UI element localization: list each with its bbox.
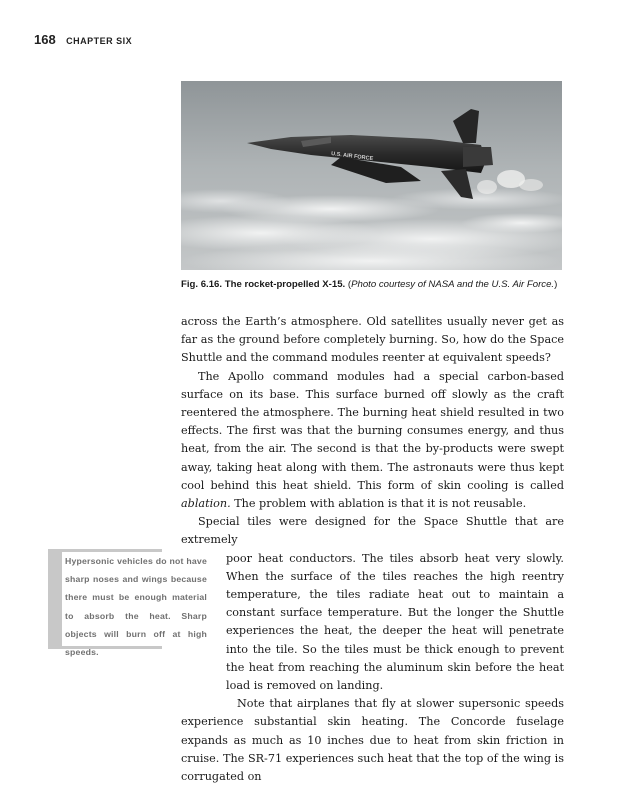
caption-credit: Photo courtesy of NASA and the U.S. Air Force. [351,279,555,290]
chapter-label: CHAPTER SIX [66,36,133,46]
page-number: 168 [34,32,56,47]
paragraph-4: Note that airplanes that fly at slower supersonic speeds experience substantial skin heating. The Concorde fuselage expands as much as 10 inches due to heat from skin friction in cruise. The SR-71 experiences such heat that the top of the wing is corrugated on [181,697,564,784]
paragraph-2-text: The Apollo command modules had a special carbon-based surface on its base. This surface burned off slowly as the craft reentered the atmosphere. The burning heat shield resulted in two effects. The first was that the burning consumes energy, and thus heat, from the air. The second is that the by-products were swept away, taking heat along with them. The astronauts were thus kept cool behind this heat shield. This form of skin cooling is called [181,369,564,492]
paragraph-3-first-line: Special tiles were designed for the Space Shuttle that are extremely [181,515,564,547]
caption-title: The rocket-propelled X-15. [224,279,346,290]
caption-label: Fig. 6.16. [181,279,223,290]
x15-photo-drawing [181,81,562,270]
fuselage-lettering: U.S. AIR FORCE [330,151,374,163]
running-head [34,31,132,49]
figure-caption: Fig. 6.16. The rocket-propelled X-15. (Photo courtesy of NASA and the U.S. Air Force.) [181,279,558,290]
paragraph-2-end: The problem with ablation is that it is not reusable. [230,497,527,511]
sidebar-note: Hypersonic vehicles do not have sharp noses and wings because there must be enough material to absorb the heat. Sharp objects will burn off at high speeds. [65,556,207,658]
x15-photo [181,81,562,270]
paragraph-3-wrapped: poor heat conductors. The tiles absorb heat very slowly. When the surface of the tiles reaches the high reentry temperature, the tiles radiate heat out to maintain a constant surface temperature. But the longer the Shuttle experiences the heat, the deeper the heat will penetrate into the tile. So the tiles must be thick enough to prevent the heat from reaching the aluminum skin before the heat load is removed on landing. [226,551,564,693]
paragraph-1: across the Earth’s atmosphere. Old satellites usually never get as far as the ground before completely burning. So, how do the Space Shuttle and the command modules reenter at equivalent speeds? [181,315,564,365]
ablation-term: ablation. [181,497,231,511]
body-text [181,313,564,786]
paragraph-2 [181,368,564,514]
